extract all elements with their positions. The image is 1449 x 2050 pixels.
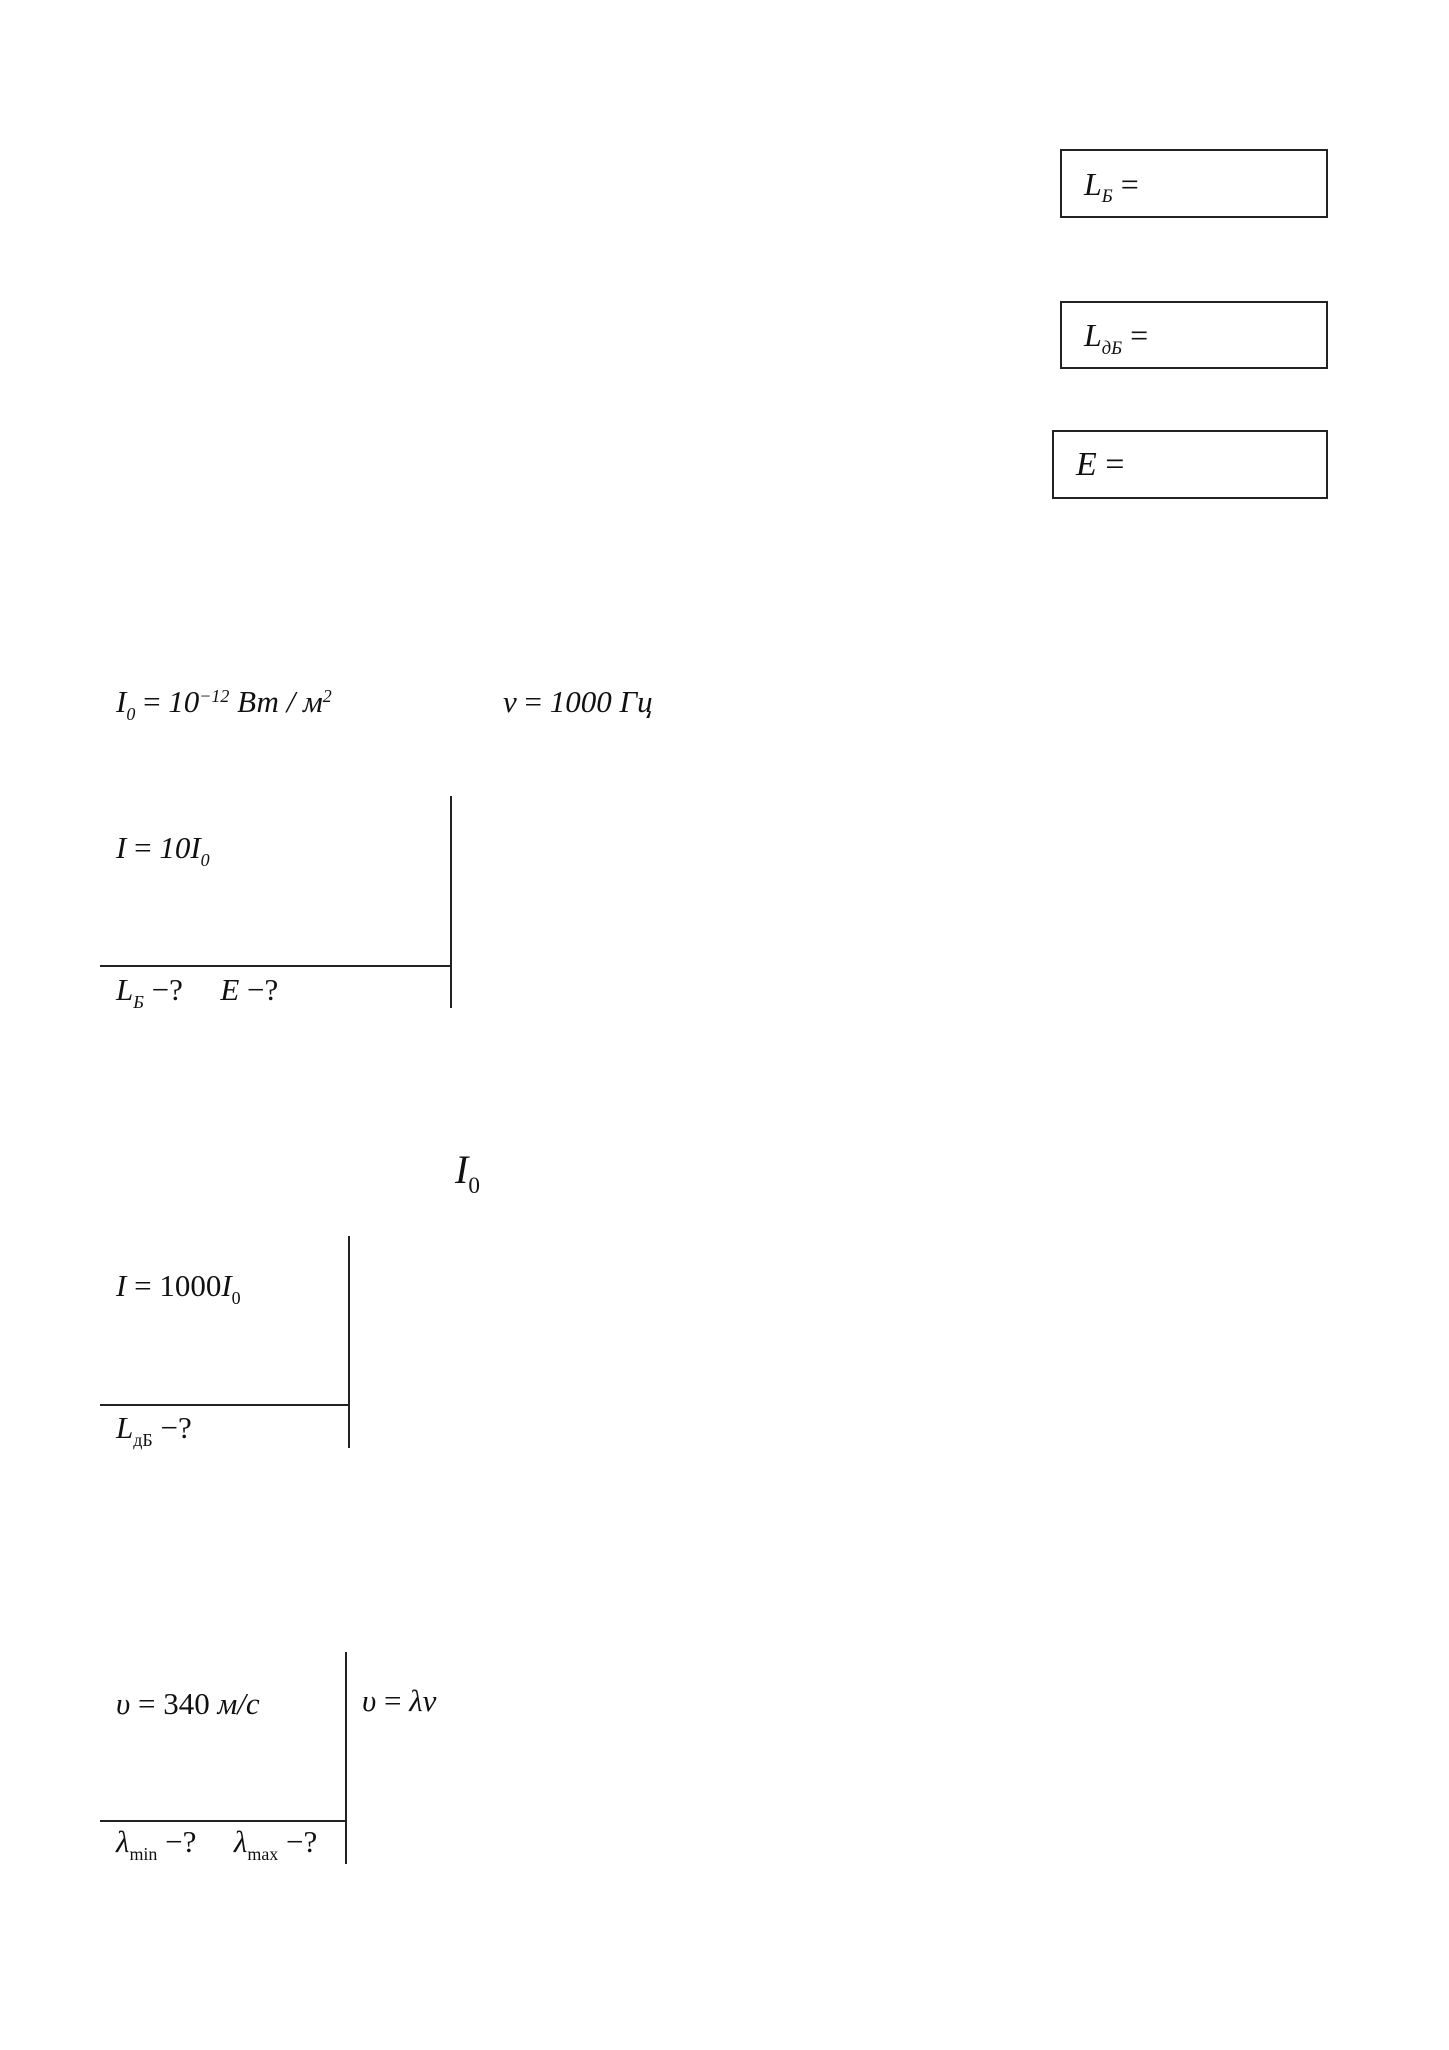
problem-2-ref-symbol: I [221,1268,232,1303]
problem-3-find-first-symbol: λ [116,1824,130,1859]
problem-1-horizontal-rule [100,965,452,967]
relation-equals: = [383,1683,402,1718]
problem-3-value: 340 [163,1686,210,1721]
problem-3-given [116,1688,260,1719]
problem-2-vertical-rule [348,1236,350,1448]
problem-1-find-second-symbol: E [220,972,240,1007]
i0-exponent: −12 [199,685,230,706]
answer-box-loudness-db [1060,301,1328,369]
constant-intensity-threshold [116,684,332,724]
i0-unit: Вт / м [237,684,323,719]
problem-2-find [116,1410,192,1450]
answer-box-equals: = [1120,165,1139,202]
problem-1-find-first-subscript: Б [133,991,144,1012]
problem-3-find [116,1824,318,1864]
answer-box-symbol: L [1084,317,1102,353]
problem-2-intensity-symbol: I [116,1268,127,1303]
problem-1-find [116,972,279,1012]
problem-1-ref-subscript: 0 [200,849,210,870]
problem-3-unit: м/с [217,1686,260,1721]
frequency-equals: = [524,684,542,719]
answer-box-subscript: Б [1101,186,1113,208]
problem-3-find-second-subscript: max [247,1843,279,1864]
problem-2-factor: 1000 [159,1268,222,1303]
constant-frequency [503,686,653,717]
problem-1-factor: 10 [159,830,191,865]
problem-3-horizontal-rule [100,1820,347,1822]
i0-symbol: I [116,684,127,719]
problem-3-equals: = [137,1686,156,1721]
problem-3-find-second-suffix: −? [286,1824,318,1859]
frequency-unit: Гц [619,684,653,719]
problem-3-find-first-subscript: min [129,1843,158,1864]
floating-reference-subscript: 0 [468,1172,480,1199]
problem-1-equals: = [134,830,152,865]
problem-3-vertical-rule [345,1652,347,1864]
frequency-symbol: ν [503,684,517,719]
floating-reference-symbol: I [455,1147,469,1192]
relation-right: λν [409,1683,437,1718]
problem-3-relation [362,1685,436,1716]
problem-3-find-first-suffix: −? [165,1824,197,1859]
answer-box-equals: = [1130,317,1149,353]
answer-box-equals: = [1105,445,1125,483]
answer-box-energy [1052,430,1328,499]
answer-box-symbol: L [1084,165,1102,202]
answer-box-loudness-b-formula [1084,165,1139,208]
answer-box-subscript: дБ [1101,337,1123,359]
problem-2-horizontal-rule [100,1404,350,1406]
problem-3-speed-symbol: υ [116,1686,131,1721]
answer-box-symbol: E [1076,445,1097,483]
problem-3-find-second-symbol: λ [233,1824,248,1859]
problem-1-given [116,830,210,870]
answer-box-energy-formula [1076,445,1125,483]
floating-reference-intensity [455,1147,480,1199]
problem-2-equals: = [134,1268,152,1303]
i0-equals: = [143,684,161,719]
problem-1-vertical-rule [450,796,452,1008]
answer-box-loudness-db-formula [1084,317,1149,359]
i0-subscript: 0 [126,703,136,724]
i0-base: 10 [168,684,200,719]
i0-unit-power: 2 [322,685,332,706]
problem-1-find-first-symbol: L [116,972,134,1007]
problem-2-find-subscript: дБ [133,1429,153,1450]
problem-1-intensity-symbol: I [116,830,127,865]
problem-2-find-symbol: L [116,1410,134,1445]
problem-1-find-second-suffix: −? [247,972,279,1007]
frequency-value: 1000 [549,684,612,719]
problem-2-given [116,1268,241,1308]
problem-1-ref-symbol: I [190,830,201,865]
relation-left: υ [362,1683,377,1718]
problem-2-find-suffix: −? [160,1410,192,1445]
answer-box-loudness-b [1060,149,1328,218]
problem-1-find-first-suffix: −? [151,972,183,1007]
problem-2-ref-subscript: 0 [231,1287,241,1308]
